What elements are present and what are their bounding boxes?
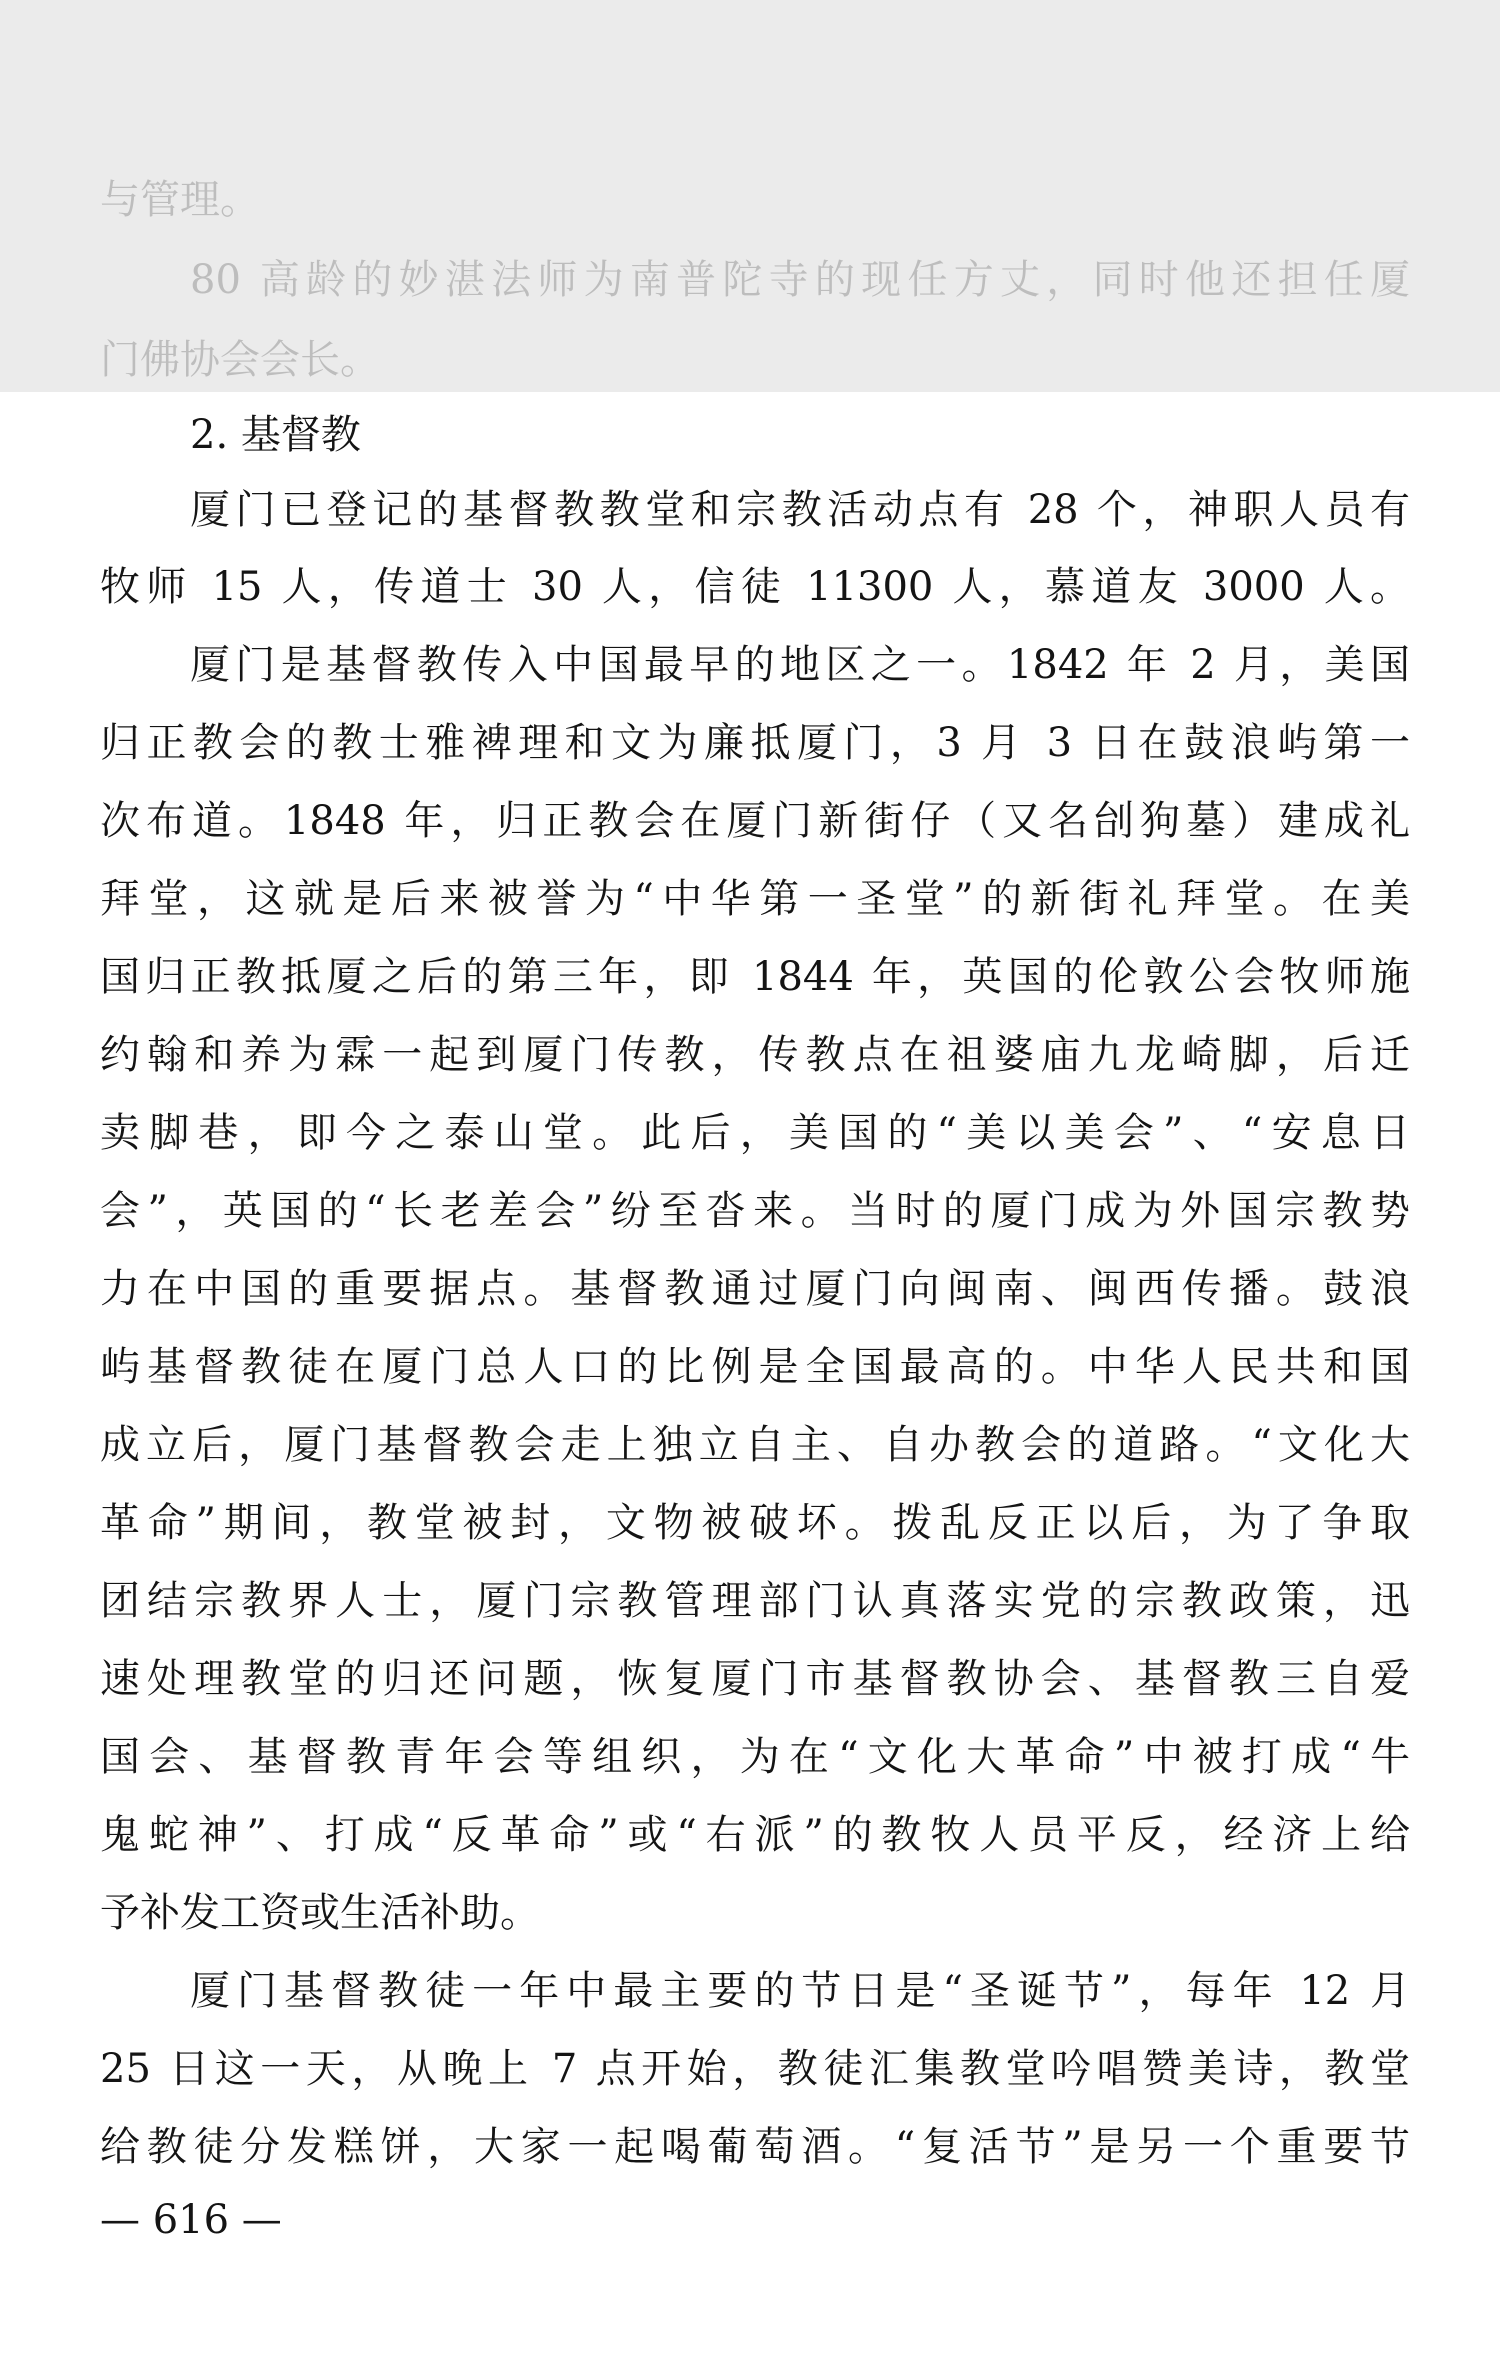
- paragraph-line: 归正教会的教士雅裨理和文为廉抵厦门，3 月 3 日在鼓浪屿第一: [100, 720, 1410, 766]
- paragraph-line: 革命”期间，教堂被封，文物被破坏。拨乱反正以后，为了争取: [100, 1500, 1410, 1546]
- paragraph-line: 次布道。1848 年，归正教会在厦门新街仔（又名刣狗墓）建成礼: [100, 798, 1410, 844]
- paragraph-line: 鬼蛇神”、打成“反革命”或“右派”的教牧人员平反，经济上给: [100, 1812, 1410, 1858]
- paragraph-line: 国会、基督教青年会等组织，为在“文化大革命”中被打成“牛: [100, 1734, 1410, 1780]
- paragraph-line: 厦门是基督教传入中国最早的地区之一。1842 年 2 月，美国: [190, 642, 1410, 688]
- paragraph-line: 约翰和养为霖一起到厦门传教，传教点在祖婆庙九龙崎脚，后迁: [100, 1032, 1410, 1078]
- fragment-line-3: 门佛协会会长。: [100, 337, 380, 383]
- paragraph-line: 国归正教抵厦之后的第三年，即 1844 年，英国的伦敦公会牧师施: [100, 954, 1410, 1000]
- section-heading: 2. 基督教: [190, 412, 361, 458]
- previous-page-fragment: [0, 0, 1500, 392]
- paragraph-line: 予补发工资或生活补助。: [100, 1890, 540, 1936]
- page-number: — 616 —: [100, 2197, 282, 2243]
- paragraph-line: 厦门已登记的基督教教堂和宗教活动点有 28 个，神职人员有: [190, 487, 1410, 533]
- paragraph-line: 成立后，厦门基督教会走上独立自主、自办教会的道路。“文化大: [100, 1422, 1410, 1468]
- paragraph-line: 拜堂，这就是后来被誉为“中华第一圣堂”的新街礼拜堂。在美: [100, 876, 1410, 922]
- paragraph-line: 速处理教堂的归还问题，恢复厦门市基督教协会、基督教三自爱: [100, 1656, 1410, 1702]
- paragraph-line: 力在中国的重要据点。基督教通过厦门向闽南、闽西传播。鼓浪: [100, 1266, 1410, 1312]
- fragment-line-2: 80 高龄的妙湛法师为南普陀寺的现任方丈，同时他还担任厦: [190, 257, 1410, 303]
- paragraph-line: 厦门基督教徒一年中最主要的节日是“圣诞节”，每年 12 月: [190, 1968, 1410, 2014]
- paragraph-line: 卖脚巷，即今之泰山堂。此后，美国的“美以美会”、“安息日: [100, 1110, 1410, 1156]
- paragraph-line: 屿基督教徒在厦门总人口的比例是全国最高的。中华人民共和国: [100, 1344, 1410, 1390]
- fragment-line-1: 与管理。: [100, 177, 260, 223]
- paragraph-line: 25 日这一天，从晚上 7 点开始，教徒汇集教堂吟唱赞美诗，教堂: [100, 2046, 1410, 2092]
- paragraph-line: 会”，英国的“长老差会”纷至沓来。当时的厦门成为外国宗教势: [100, 1188, 1410, 1234]
- paragraph-line: 牧师 15 人，传道士 30 人，信徒 11300 人，慕道友 3000 人。: [100, 564, 1410, 610]
- paragraph-line: 团结宗教界人士，厦门宗教管理部门认真落实党的宗教政策，迅: [100, 1578, 1410, 1624]
- paragraph-line: 给教徒分发糕饼，大家一起喝葡萄酒。“复活节”是另一个重要节: [100, 2124, 1410, 2170]
